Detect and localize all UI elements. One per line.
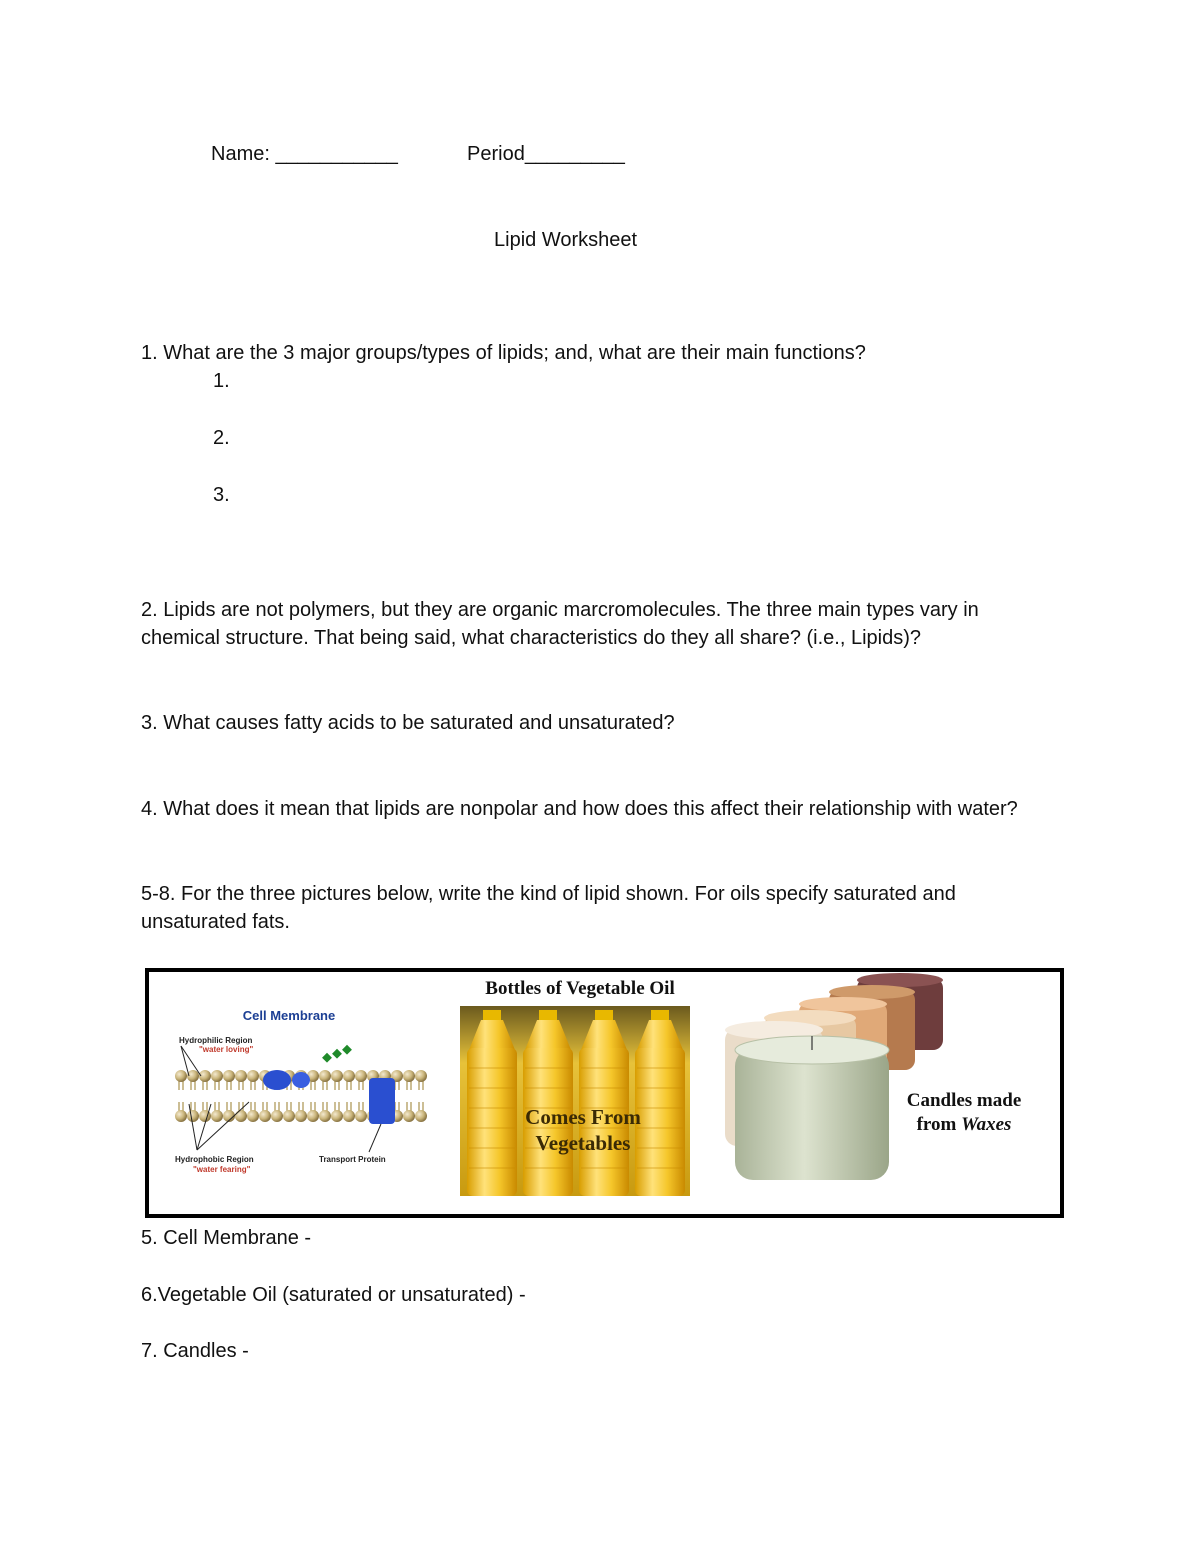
hydrophobic-label: Hydrophobic Region [175,1155,254,1164]
transport-protein-label: Transport Protein [319,1155,386,1164]
phospholipid-head [211,1070,223,1082]
candles-caption-waxes: Waxes [961,1114,1012,1135]
question-1-item-3: 3. [213,484,230,506]
phospholipid-head [343,1070,355,1082]
phospholipid-head [331,1110,343,1122]
candles-caption-line2 [917,1114,1012,1135]
phospholipid-head [343,1110,355,1122]
oil-title: Bottles of Vegetable Oil [485,978,675,999]
phospholipid-head [223,1070,235,1082]
phospholipid-head [415,1070,427,1082]
phospholipid-head [403,1110,415,1122]
label-pointers [181,1046,381,1152]
candles-caption-line1: Candles made [906,1090,1022,1111]
phospholipid-head [187,1110,199,1122]
phospholipid-head [235,1070,247,1082]
candle-front [735,1048,889,1180]
oil-bottle [467,1010,517,1196]
question-2: 2. Lipids are not polymers, but they are organic marcromolecules. The three main types vary in chemical structure. That being said, what characteristics do they all share? (i.e., Lipids)? [141,599,979,649]
vegetable-oil-photo [460,978,690,1196]
candles-caption-prefix: from [916,1114,962,1135]
phospholipid-head [259,1110,271,1122]
transport-protein [369,1078,395,1124]
phospholipid-head [247,1070,259,1082]
hydrophilic-label: Hydrophilic Region [179,1036,253,1045]
membrane-title: Cell Membrane [242,1008,336,1023]
worksheet-title: Lipid Worksheet [494,229,638,251]
phospholipid-head [175,1070,187,1082]
small-molecules [322,1045,352,1063]
phospholipid-head [355,1110,367,1122]
answer-5-cell-membrane: 5. Cell Membrane - [141,1227,312,1249]
phospholipid-head [415,1110,427,1122]
question-1: 1. What are the 3 major groups/types of lipids; and, what are their main functions? [141,342,866,364]
phospholipid-head [271,1110,283,1122]
question-4: 4. What does it mean that lipids are nonpolar and how does this affect their relationship with water? [141,798,1018,820]
phospholipid-head [247,1110,259,1122]
phospholipid-head [355,1070,367,1082]
phospholipid-head [175,1110,187,1122]
period-field-label: Period_________ [467,143,625,165]
hydrophilic-sublabel: "water loving" [199,1045,254,1054]
phospholipid-head [319,1070,331,1082]
oil-caption-line2: Vegetables [535,1131,631,1155]
candles-photo [725,973,1021,1180]
question-3: 3. What causes fatty acids to be saturated and unsaturated? [141,712,675,734]
phospholipid-head [307,1110,319,1122]
question-1-item-2: 2. [213,427,230,449]
question-1-item-1: 1. [213,370,230,392]
phospholipid-head [319,1110,331,1122]
surface-protein [263,1070,291,1090]
hydrophobic-sublabel: "water fearing" [193,1165,251,1174]
lipid-pictures-svg [149,972,1060,1214]
question-5-8: 5-8. For the three pictures below, write the kind of lipid shown. For oils specify saturated and unsaturated fats. [141,883,956,933]
phospholipid-head [295,1110,307,1122]
oil-caption-line1: Comes From [525,1105,641,1129]
phospholipid-head [403,1070,415,1082]
answer-7-candles: 7. Candles - [141,1340,249,1362]
phospholipid-head [331,1070,343,1082]
cell-membrane-illustration [175,1008,427,1174]
name-field-label: Name: ___________ [211,143,398,165]
phospholipid-head [235,1110,247,1122]
lipid-pictures-figure [145,968,1064,1218]
answer-6-vegetable-oil: 6.Vegetable Oil (saturated or unsaturated) - [141,1284,526,1306]
phospholipid-head [211,1110,223,1122]
oil-bottle [523,1010,573,1196]
oil-bottle [579,1010,629,1196]
oil-bottle [635,1010,685,1196]
phospholipid-head [283,1110,295,1122]
surface-protein-small [292,1072,310,1088]
phospholipid-head [199,1110,211,1122]
